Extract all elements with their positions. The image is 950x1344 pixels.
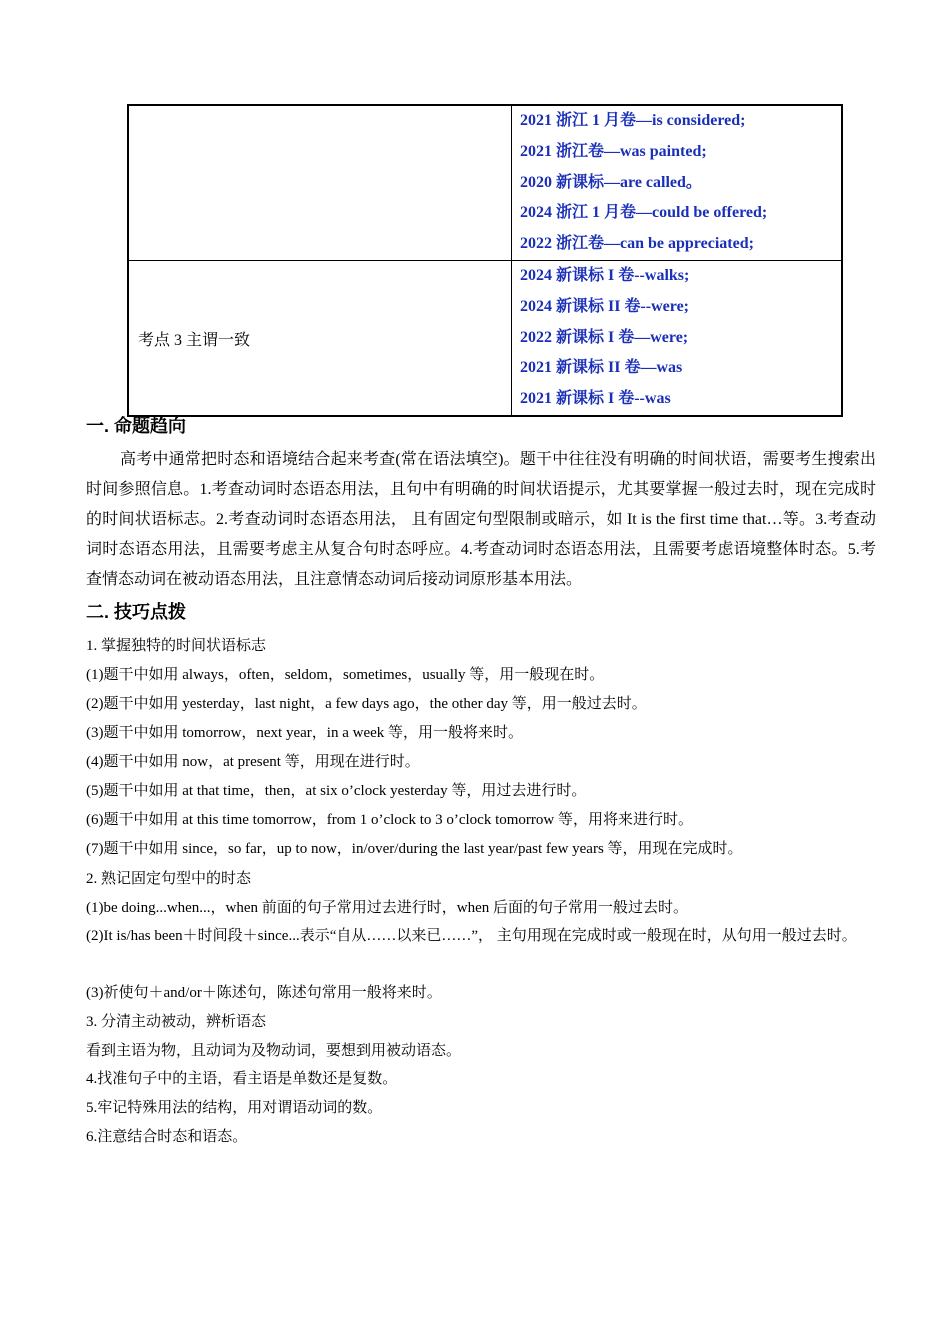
exam-example: 2020 新课标—are called。 [520,173,702,191]
tip-heading: 4.找准句子中的主语，看主语是单数还是复数。 [86,1071,398,1087]
table-cell-topic: 考点 3 主谓一致 [128,261,512,417]
exam-example: 2021 浙江 1 月卷—is considered; [520,112,746,130]
exam-example: 2022 浙江卷—can be appreciated; [520,235,754,253]
table-row [128,105,842,261]
table-cell-examples [512,105,843,261]
tip-line: (2)It is/has been＋时间段＋since...表示“自从……以来已……”， 主句用现在完成时或一般现在时，从句用一般过去时。 [86,928,857,944]
exam-example: 2022 新课标 I 卷—were; [520,328,689,346]
tip-heading: 6.注意结合时态和语态。 [86,1129,248,1145]
exam-example: 2021 新课标 I 卷--was [520,390,671,408]
tip-heading: 2. 熟记固定句型中的时态 [86,871,252,887]
tip-line: (1)be doing...when...，when 前面的句子常用过去进行时，when 后面的句子常用一般过去时。 [86,900,689,916]
tip-line: (4)题干中如用 now，at present 等，用现在进行时。 [86,754,420,770]
trend-paragraph: 高考中通常把时态和语境结合起来考查(常在语法填空)。题干中往往没有明确的时间状语，需要考生搜索出时间参照信息。1.考查动词时态语态用法，且句中有明确的时间状语提示，尤其要掌握一般过去时，现在完成时的时间状语标志。2.考查动词时态语态用法， 且有固定句型限制或暗示，如 It is the first time that…等。3.考查动词时态语态用法，且需要考虑主从复合句时态呼应。4.考查动词时态语态用法，且需要考虑语境整体时态。5.考查情态动词在被动语态用法，且注意情态动词后接动词原形基本用法。 [86,451,876,588]
table-cell-topic [128,105,512,261]
tip-heading: 5.牢记特殊用法的结构，用对谓语动词的数。 [86,1100,383,1116]
section-title-tips: 二. 技巧点拨 [86,602,187,622]
tip-heading: 1. 掌握独特的时间状语标志 [86,638,267,654]
tip-line: (5)题干中如用 at that time，then，at six o’clock yesterday 等，用过去进行时。 [86,783,587,799]
tip-line: (2)题干中如用 yesterday，last night，a few days ago，the other day 等，用一般过去时。 [86,696,647,712]
tip-heading: 3. 分清主动被动，辨析语态 [86,1014,267,1030]
exam-example: 2021 新课标 II 卷—was [520,359,683,377]
table-row [128,261,842,417]
exam-points-table [127,104,843,417]
tip-line: (1)题干中如用 always，often，seldom，sometimes，usually 等，用一般现在时。 [86,667,605,683]
exam-example: 2024 新课标 I 卷--walks; [520,267,690,285]
section-title-trend: 一. 命题趋向 [86,416,187,436]
tip-line: (6)题干中如用 at this time tomorrow，from 1 o’clock to 3 o’clock tomorrow 等，用将来进行时。 [86,812,693,828]
tip-line: 看到主语为物，且动词为及物动词，要想到用被动语态。 [86,1043,462,1059]
exam-example: 2024 浙江 1 月卷—could be offered; [520,204,768,222]
exam-example: 2024 新课标 II 卷--were; [520,297,690,315]
tip-line: (3)题干中如用 tomorrow，next year，in a week 等，用一般将来时。 [86,725,524,741]
exam-example: 2021 浙江卷—was painted; [520,142,707,160]
table-cell-examples [512,261,843,417]
tip-line: (3)祈使句＋and/or＋陈述句，陈述句常用一般将来时。 [86,985,442,1001]
tip-line: (7)题干中如用 since，so far，up to now，in/over/during the last year/past few years 等，用现在完成时。 [86,841,743,857]
